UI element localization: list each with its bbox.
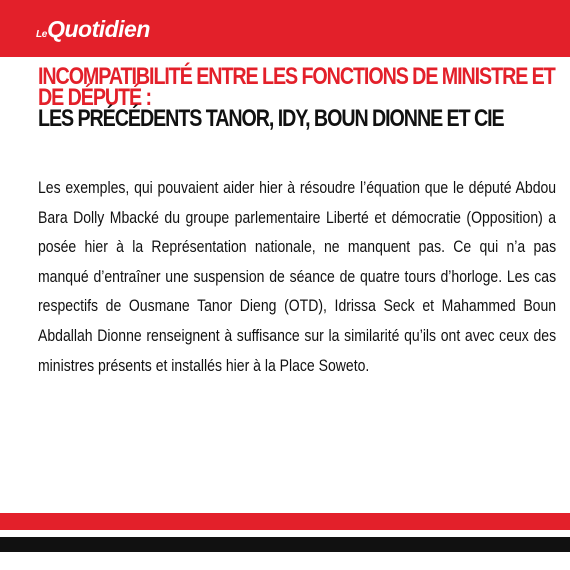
newspaper-logo bbox=[36, 18, 150, 41]
headline-red: INCOMPATIBILITÉ ENTRE LES FONCTIONS DE MINISTRE ET DE DÉPUTÉ : bbox=[38, 63, 555, 111]
headline-black: LES PRÉCÉDENTS TANOR, IDY, BOUN DIONNE ET CIE bbox=[38, 105, 504, 132]
logo-name: Quotidien bbox=[47, 16, 150, 42]
footer-red-band bbox=[0, 513, 570, 530]
article-headline bbox=[38, 63, 558, 132]
header-banner bbox=[0, 0, 570, 57]
article-body: Les exemples, qui pouvaient aider hier à résoudre l’équation que le député Abdou Bara Dolly Mbacké du groupe parlementaire Liberté et démocratie (Opposition) a posée hier à la Représentation nationale, ne manquent pas. Ce qui n’a pas manqué d’entraîner une suspension de séance de quatre tours d’horloge. Les cas respectifs de Ousmane Tanor Dieng (OTD), Idrissa Seck et Mahammed Boun Abdallah Dionne renseignent à suffisance sur la similarité qu’ils ont avec ceux des ministres présents et installés hier à la Place Soweto. bbox=[38, 178, 557, 375]
logo-prefix: Le bbox=[36, 29, 48, 40]
footer-black-band bbox=[0, 537, 570, 552]
